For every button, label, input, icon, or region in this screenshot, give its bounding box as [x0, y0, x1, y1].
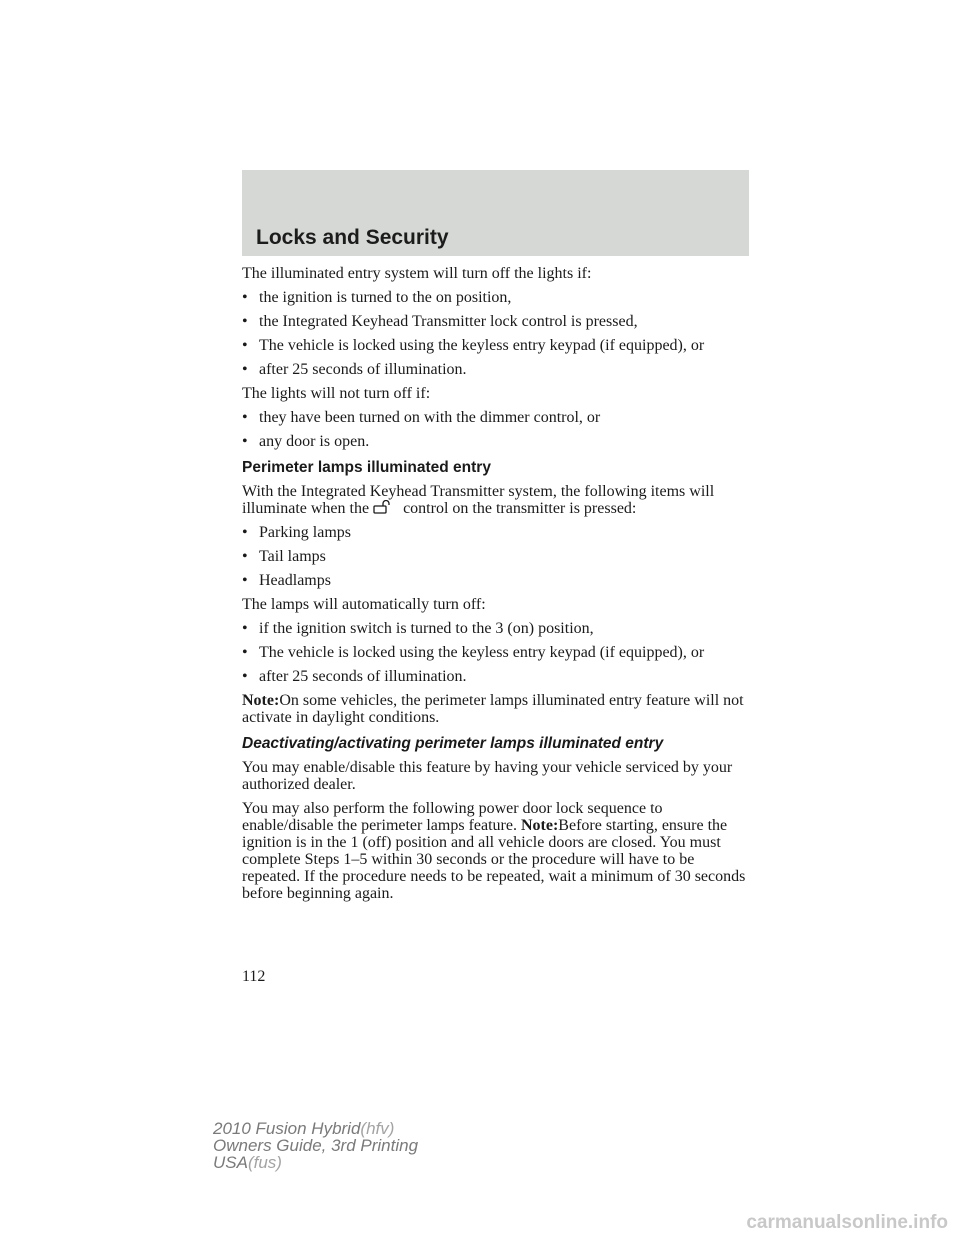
list-item: • any door is open.	[242, 433, 370, 450]
deactivating-heading: Deactivating/activating perimeter lamps illuminated entry	[242, 735, 664, 752]
list-item: • Tail lamps	[242, 548, 326, 565]
list-item: • the ignition is turned to the on position,	[242, 289, 512, 306]
perimeter-heading: Perimeter lamps illuminated entry	[242, 459, 491, 476]
section-header	[242, 170, 749, 256]
perimeter-intro: With the Integrated Keyhead Transmitter system, the following items will illuminate when the control on the transmitter is pressed:	[242, 483, 715, 517]
auto-off-intro: The lamps will automatically turn off:	[242, 596, 486, 613]
list-item: • Parking lamps	[242, 524, 351, 541]
page-content	[242, 265, 752, 909]
unlock-icon	[373, 500, 399, 514]
list-item: • they have been turned on with the dimmer control, or	[242, 409, 601, 426]
list-item: • The vehicle is locked using the keyless entry keypad (if equipped), or	[242, 644, 705, 661]
perimeter-note: Note:On some vehicles, the perimeter lamps illuminated entry feature will not activate in daylight conditions.	[242, 692, 744, 726]
list-item: • the Integrated Keyhead Transmitter lock control is pressed,	[242, 313, 638, 330]
list-item: • after 25 seconds of illumination.	[242, 361, 467, 378]
deactivating-para-2: You may also perform the following power door lock sequence to enable/disable the perimeter lamps feature. Note:Before starting, ensure the ignition is in the 1 (off) position and all vehicle doors are closed. You must complete Steps 1–5 within 30 seconds or the procedure will have to be repeated. If the procedure needs to be repeated, wait a minimum of 30 seconds before beginning again.	[242, 800, 746, 902]
deactivating-para-1: You may enable/disable this feature by having your vehicle serviced by your authorized dealer.	[242, 759, 733, 793]
footer: 2010 Fusion Hybrid(hfv) Owners Guide, 3rd Printing USA(fus)	[213, 1119, 419, 1172]
intro-text: The illuminated entry system will turn off the lights if:	[242, 265, 592, 282]
page-number: 112	[242, 968, 266, 985]
section-title: Locks and Security	[256, 226, 449, 249]
watermark: carmanualsonline.info	[746, 1212, 948, 1233]
not-off-intro: The lights will not turn off if:	[242, 385, 431, 402]
list-item: • after 25 seconds of illumination.	[242, 668, 467, 685]
list-item: • Headlamps	[242, 572, 331, 589]
list-item: • The vehicle is locked using the keyless entry keypad (if equipped), or	[242, 337, 705, 354]
list-item: • if the ignition switch is turned to the 3 (on) position,	[242, 620, 594, 637]
